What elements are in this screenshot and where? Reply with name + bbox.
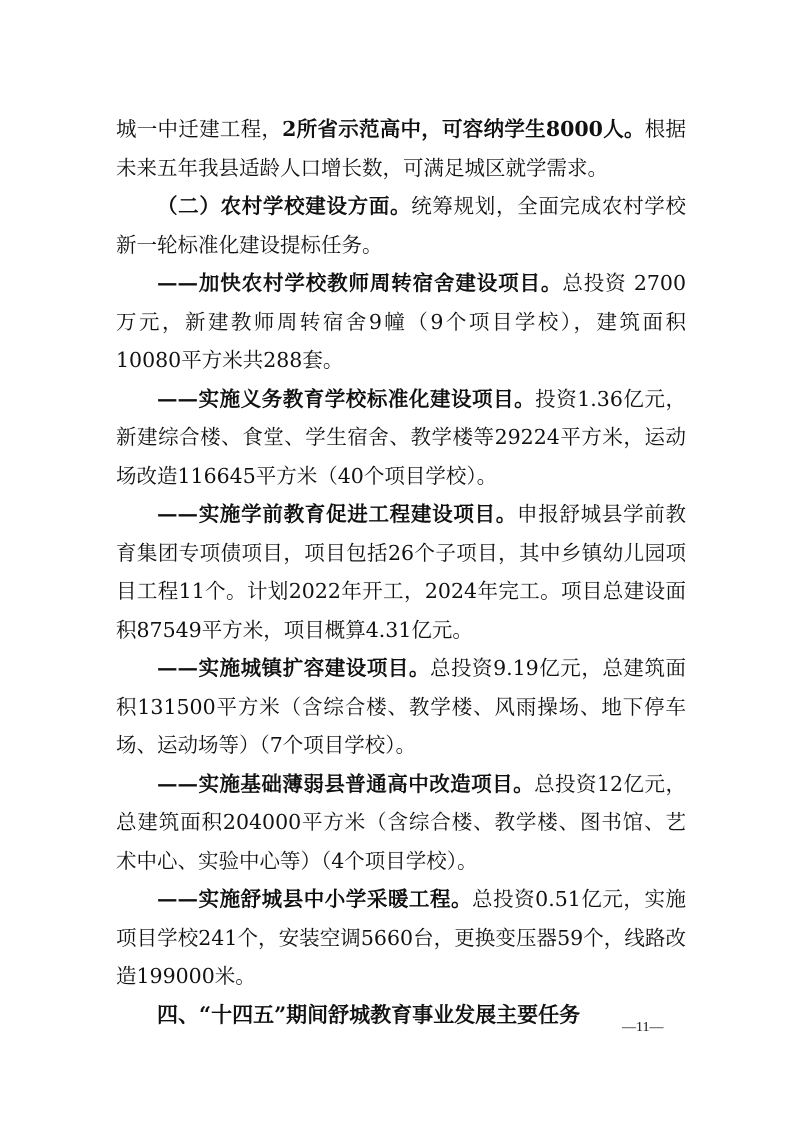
paragraph-high-school — [116, 765, 686, 881]
paragraph-bold: ——加快农村学校教师周转宿舍建设项目。 — [157, 271, 563, 295]
paragraph-compulsory-education — [116, 380, 686, 496]
paragraph-text: 城一中迁建工程， — [116, 117, 283, 141]
paragraph-bold: （二）农村学校建设方面。 — [157, 194, 412, 218]
page-number: —11— — [622, 1020, 664, 1035]
paragraph-text: 总投资12亿元，总建筑面积204000平方米（含综合楼、教学楼、图书馆、艺术中心、实验中心等）（4个项目学校）。 — [116, 771, 686, 873]
paragraph-text: 投资1.36亿元，新建综合楼、食堂、学生宿舍、教学楼等29224平方米，运动场改造116645平方米（40个项目学校）。 — [116, 386, 686, 488]
paragraph-heating — [116, 880, 686, 996]
paragraph-text: 总投资9.19亿元，总建筑面积131500平方米（含综合楼、教学楼、风雨操场、地下停车场、运动场等）（7个项目学校）。 — [116, 656, 686, 757]
paragraph-text: 统筹规划，全面完成农村学校新一轮标准化建设提标任务。 — [116, 194, 686, 257]
document-body — [116, 110, 686, 1034]
paragraph-bold: ——实施舒城县中小学采暖工程。 — [157, 887, 473, 911]
paragraph-bold: ——实施城镇扩容建设项目。 — [157, 656, 430, 680]
paragraph-text: 总投资0.51亿元，实施项目学校241个，安装空调5660台，更换变压器59个，线路改造199000米。 — [116, 887, 686, 988]
paragraph-bold: ——实施学前教育促进工程建设项目。 — [157, 502, 517, 526]
paragraph-continuation — [116, 110, 686, 187]
paragraph-teacher-dorms — [116, 264, 686, 380]
paragraph-text: 根据未来五年我县适龄人口增长数，可满足城区就学需求。 — [116, 117, 687, 180]
section-heading: 四、“十四五”期间舒城教育事业发展主要任务 — [157, 1001, 581, 1027]
paragraph-preschool — [116, 495, 686, 649]
paragraph-urban-expansion — [116, 649, 686, 765]
paragraph-text: 申报舒城县学前教育集团专项债项目，项目包括26个子项目，其中乡镇幼儿园项目工程11个。计划2022年开工，2024年完工。项目总建设面积87549平方米，项目概算4.31亿元。 — [116, 502, 687, 642]
paragraph-bold: ——实施基础薄弱县普通高中改造项目。 — [157, 771, 535, 796]
paragraph-rural-schools — [116, 187, 686, 264]
paragraph-text: 总投资 2700万元，新建教师周转宿舍9幢（9个项目学校），建筑面积 10080平方米共288套。 — [116, 271, 687, 372]
paragraph-bold: ——实施义务教育学校标准化建设项目。 — [157, 386, 536, 411]
paragraph-bold: 2所省示范高中，可容纳学生8000人。 — [282, 117, 645, 141]
